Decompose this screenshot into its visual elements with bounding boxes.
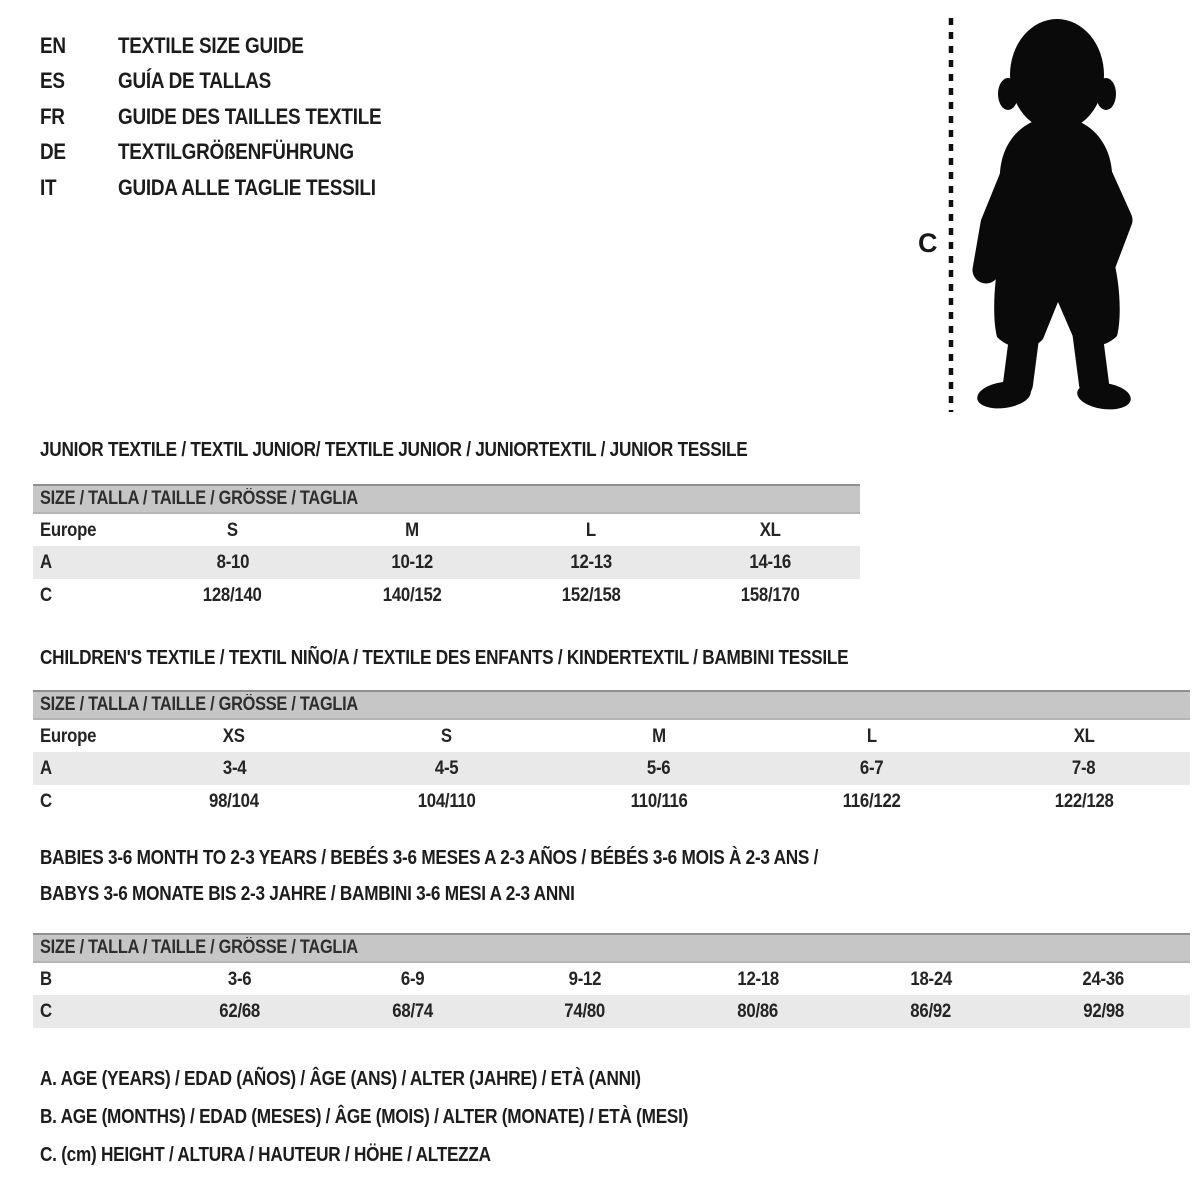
babies-size-table: [33, 933, 1190, 1028]
table-cell: [844, 962, 1017, 995]
language-title: TEXTILE SIZE GUIDE: [118, 32, 304, 58]
table-cell: [128, 719, 340, 752]
table-cell: [499, 962, 672, 995]
junior-size-table: [33, 484, 860, 612]
table-cell: [681, 546, 860, 579]
cell-text: S: [441, 724, 453, 747]
legend-line-a: A. AGE (YEARS) / EDAD (AÑOS) / ÂGE (ANS) / ALTER (JAHRE) / ETÀ (ANNI): [40, 1068, 641, 1090]
children-size-table: [33, 690, 1190, 818]
cell-text: L: [866, 724, 877, 747]
size-header-row: [33, 485, 860, 513]
cell-text: 14-16: [749, 551, 792, 573]
cell-text: M: [405, 518, 419, 541]
cell-text: 7-8: [1072, 757, 1096, 779]
cell-text: XS: [223, 724, 246, 747]
row-label-text: Europe: [40, 724, 97, 747]
table-row: [33, 962, 1190, 995]
table-row: [33, 995, 1190, 1028]
cell-text: 110/116: [630, 790, 688, 812]
cell-text: 12-18: [737, 967, 779, 990]
measure-label-c: C: [918, 228, 938, 258]
language-code: ES: [40, 68, 65, 94]
cell-text: 152/158: [561, 584, 621, 606]
table-cell: [502, 546, 681, 579]
cell-text: 5-6: [647, 757, 671, 779]
cell-text: 158/170: [740, 584, 800, 606]
language-title: GUÍA DE TALLAS: [118, 68, 271, 94]
cell-text: 68/74: [391, 1000, 433, 1022]
cell-text: 3-6: [227, 967, 252, 990]
table-cell: [978, 719, 1190, 752]
section-title-junior: JUNIOR TEXTILE / TEXTIL JUNIOR/ TEXTILE JUNIOR / JUNIORTEXTIL / JUNIOR TESSILE: [40, 439, 748, 461]
table-cell: [340, 785, 552, 818]
height-figure: [900, 10, 1150, 422]
table-cell: [340, 719, 552, 752]
language-title: GUIDA ALLE TAGLIE TESSILI: [118, 174, 376, 200]
table-cell: [143, 546, 322, 579]
cell-text: 24-36: [1082, 967, 1125, 990]
row-label-text: A: [40, 757, 52, 779]
cell-text: 8-10: [216, 551, 249, 573]
table-cell: [322, 579, 501, 612]
row-label-text: C: [40, 1000, 52, 1022]
table-row: [33, 752, 1190, 785]
row-label-text: C: [40, 584, 52, 606]
table-cell: [153, 995, 326, 1028]
row-label: [33, 962, 153, 995]
size-header-text: SIZE / TALLA / TAILLE / GRÖSSE / TAGLIA: [40, 488, 358, 509]
row-label-text: B: [40, 967, 52, 990]
language-row: [40, 135, 424, 171]
cell-text: 98/104: [209, 790, 260, 812]
table-row: [33, 785, 1190, 818]
row-label: [33, 785, 128, 818]
language-title-list: [40, 28, 424, 206]
cell-text: L: [586, 518, 597, 541]
table-row: [33, 546, 860, 579]
table-cell: [128, 785, 340, 818]
table-cell: [143, 513, 322, 546]
cell-text: 86/92: [910, 1000, 952, 1022]
cell-text: 18-24: [909, 967, 952, 990]
cell-text: 3-4: [222, 757, 246, 779]
table-cell: [844, 995, 1017, 1028]
cell-text: 6-7: [859, 757, 884, 779]
language-row: [40, 170, 424, 206]
size-header-text: SIZE / TALLA / TAILLE / GRÖSSE / TAGLIA: [40, 694, 358, 715]
cell-text: 80/86: [737, 1000, 779, 1022]
row-label-text: C: [40, 790, 52, 812]
table-cell: [1017, 962, 1190, 995]
table-cell: [153, 962, 326, 995]
table-cell: [765, 752, 977, 785]
row-label: [33, 513, 143, 546]
table-cell: [553, 719, 765, 752]
language-title: GUIDE DES TAILLES TEXTILE: [118, 103, 382, 129]
language-code: DE: [40, 139, 66, 165]
cell-text: 9-12: [568, 967, 602, 990]
table-cell: [681, 579, 860, 612]
row-label: [33, 579, 143, 612]
section-title-babies: BABIES 3-6 MONTH TO 2-3 YEARS / BEBÉS 3-6 MESES A 2-3 AÑOS / BÉBÉS 3-6 MOIS À 2-3 ANS / BABYS 3-6 MONATE BIS 2-3 JAHRE / BAMBINI 3-6 MESI A 2-3 ANNI: [40, 847, 819, 905]
table-cell: [322, 513, 501, 546]
table-cell: [765, 719, 977, 752]
cell-text: 74/80: [564, 1000, 606, 1022]
cell-text: M: [652, 724, 666, 747]
row-label: [33, 546, 143, 579]
table-cell: [671, 995, 844, 1028]
legend-line-c: C. (cm) HEIGHT / ALTURA / HAUTEUR / HÖHE / ALTEZZA: [40, 1144, 491, 1166]
language-code: IT: [40, 174, 57, 200]
table-cell: [978, 785, 1190, 818]
toddler-silhouette-icon: [975, 19, 1132, 413]
language-code: EN: [40, 32, 66, 58]
cell-text: 92/98: [1083, 1000, 1124, 1022]
table-cell: [681, 513, 860, 546]
size-header-cell: [33, 934, 1190, 962]
table-cell: [322, 546, 501, 579]
cell-text: 122/128: [1054, 790, 1114, 812]
table-row: [33, 513, 860, 546]
cell-text: 62/68: [219, 1000, 260, 1022]
table-cell: [671, 962, 844, 995]
table-cell: [553, 785, 765, 818]
table-cell: [978, 752, 1190, 785]
cell-text: 12-13: [570, 551, 612, 573]
measurement-legend: [40, 1060, 794, 1174]
row-label: [33, 752, 128, 785]
language-row: [40, 99, 424, 135]
cell-text: 128/140: [203, 584, 263, 606]
table-cell: [143, 579, 322, 612]
cell-text: XL: [1073, 724, 1095, 747]
table-cell: [499, 995, 672, 1028]
language-title: TEXTILGRÖßENFÜHRUNG: [118, 139, 354, 165]
cell-text: 10-12: [391, 551, 433, 573]
row-label: [33, 719, 128, 752]
row-label-text: A: [40, 551, 52, 573]
table-cell: [1017, 995, 1190, 1028]
size-header-cell: [33, 485, 860, 513]
language-row: [40, 64, 424, 100]
table-cell: [128, 752, 340, 785]
size-header-row: [33, 691, 1190, 719]
legend-line-b: B. AGE (MONTHS) / EDAD (MESES) / ÂGE (MOIS) / ALTER (MONATE) / ETÀ (MESI): [40, 1106, 689, 1128]
table-cell: [502, 579, 681, 612]
cell-text: 116/122: [842, 790, 901, 812]
cell-text: 104/110: [417, 790, 476, 812]
cell-text: XL: [759, 518, 781, 541]
table-cell: [553, 752, 765, 785]
table-row: [33, 719, 1190, 752]
cell-text: 140/152: [382, 584, 442, 606]
table-cell: [340, 752, 552, 785]
table-cell: [326, 962, 499, 995]
size-header-cell: [33, 691, 1190, 719]
row-label-text: Europe: [40, 518, 97, 541]
size-header-text: SIZE / TALLA / TAILLE / GRÖSSE / TAGLIA: [40, 937, 358, 958]
section-title-children: CHILDREN'S TEXTILE / TEXTIL NIÑO/A / TEXTILE DES ENFANTS / KINDERTEXTIL / BAMBINI TESSILE: [40, 647, 849, 669]
table-row: [33, 579, 860, 612]
language-row: [40, 28, 424, 64]
size-header-row: [33, 934, 1190, 962]
cell-text: S: [227, 518, 239, 541]
table-cell: [326, 995, 499, 1028]
row-label: [33, 995, 153, 1028]
cell-text: 6-9: [400, 967, 424, 990]
table-cell: [765, 785, 977, 818]
table-cell: [502, 513, 681, 546]
language-code: FR: [40, 103, 65, 129]
cell-text: 4-5: [434, 757, 459, 779]
